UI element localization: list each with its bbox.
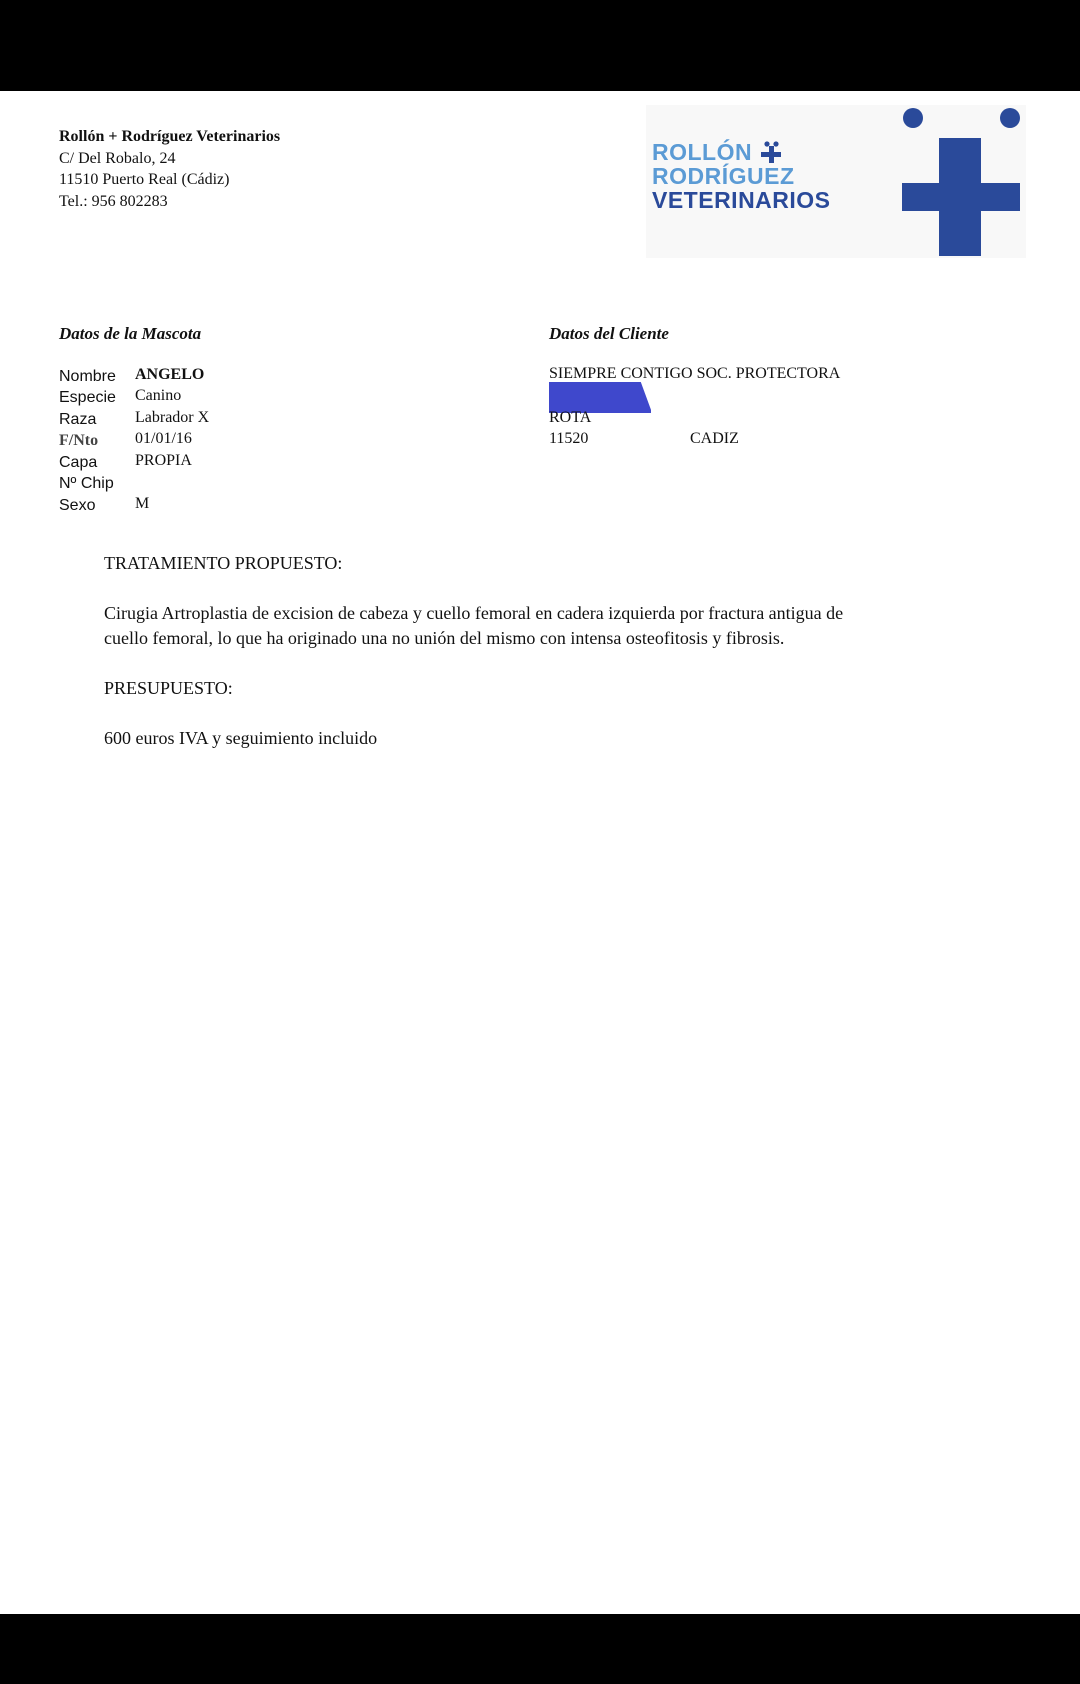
pet-species-value: Canino bbox=[135, 387, 182, 404]
pet-coat-label: Capa bbox=[59, 454, 98, 471]
pet-name-value: ANGELO bbox=[135, 366, 205, 383]
pet-coat-value: PROPIA bbox=[135, 452, 192, 469]
treatment-text: Cirugia Artroplastia de excision de cabeza y cuello femoral en cadera izquierda por fractura antigua de cuello femoral, lo que ha originado una no unión del mismo con intensa osteofitosis y fibrosis. bbox=[104, 603, 844, 648]
pet-name-label: Nombre bbox=[59, 368, 116, 385]
clinic-phone: Tel.: 956 802283 bbox=[59, 193, 168, 210]
pet-chip-label: Nº Chip bbox=[59, 475, 114, 492]
clinic-city: 11510 Puerto Real (Cádiz) bbox=[59, 171, 230, 188]
client-section-title: Datos del Cliente bbox=[549, 324, 669, 343]
pet-birth-label: F/Nto bbox=[59, 432, 99, 449]
logo-line-2: RODRÍGUEZ bbox=[652, 163, 795, 189]
logo-line-1: ROLLÓN bbox=[652, 139, 753, 165]
treatment-heading: TRATAMIENTO PROPUESTO: bbox=[104, 553, 343, 573]
clinic-name: Rollón + Rodríguez Veterinarios bbox=[59, 128, 281, 145]
client-postal-code: 11520 bbox=[549, 430, 589, 447]
clinic-address: C/ Del Robalo, 24 bbox=[59, 150, 176, 167]
client-province: CADIZ bbox=[690, 430, 739, 447]
client-name: SIEMPRE CONTIGO SOC. PROTECTORA bbox=[549, 365, 841, 382]
logo-small-cross-icon bbox=[758, 139, 784, 165]
pet-section-title: Datos de la Mascota bbox=[59, 324, 202, 343]
client-town: ROTA bbox=[549, 409, 592, 426]
document-page bbox=[0, 91, 1080, 1614]
logo-line-3: VETERINARIOS bbox=[652, 187, 831, 213]
clinic-logo bbox=[646, 105, 1026, 258]
pet-species-label: Especie bbox=[59, 389, 116, 406]
pet-breed-label: Raza bbox=[59, 411, 97, 428]
pet-sex-label: Sexo bbox=[59, 497, 96, 514]
logo-cross-icon bbox=[896, 105, 1026, 258]
pet-birth-value: 01/01/16 bbox=[135, 430, 192, 447]
budget-text: 600 euros IVA y seguimiento incluido bbox=[104, 728, 378, 748]
pet-breed-value: Labrador X bbox=[135, 409, 210, 426]
pet-sex-value: M bbox=[135, 495, 150, 512]
budget-heading: PRESUPUESTO: bbox=[104, 678, 233, 698]
